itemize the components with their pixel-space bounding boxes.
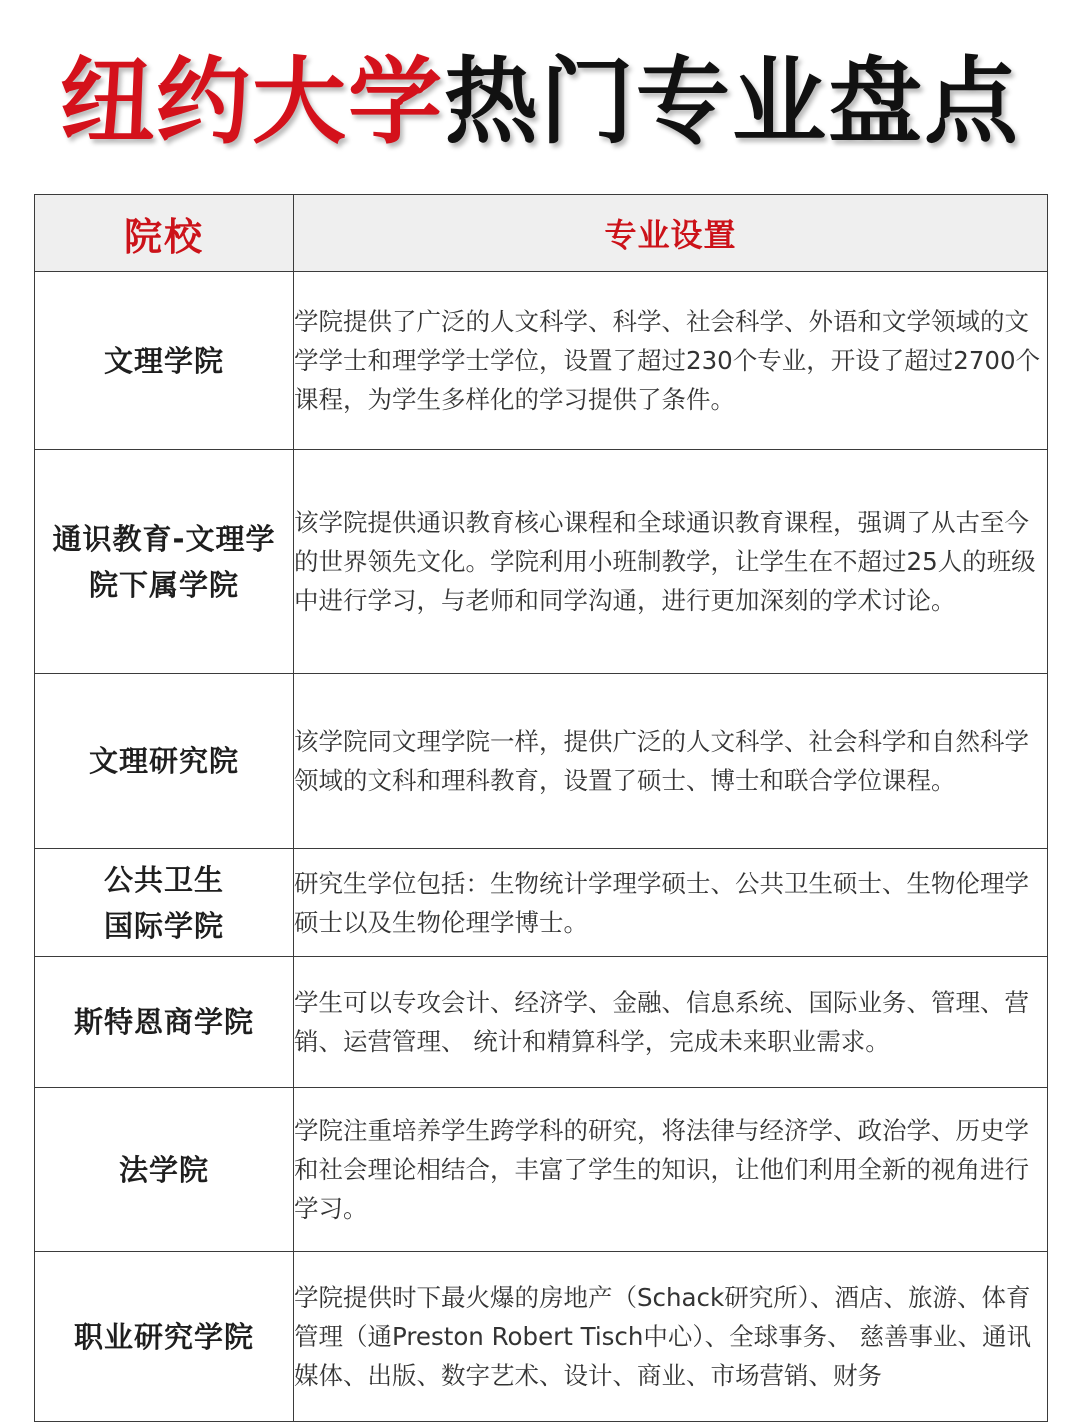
header-school: 院校 — [35, 195, 294, 272]
title-red-part: 纽约大学 — [59, 48, 444, 157]
school-description: 学生可以专攻会计、经济学、金融、信息系统、国际业务、管理、营销、运营管理、 统计和精算科学，完成未来职业需求。 — [294, 957, 1048, 1088]
school-name: 通识教育-文理学 院下属学院 — [35, 450, 294, 674]
table-row — [35, 957, 1048, 1088]
title-black-part: 热门专业盘点 — [444, 48, 1021, 157]
school-description: 学院注重培养学生跨学科的研究，将法律与经济学、政治学、历史学和社会理论相结合，丰富了学生的知识，让他们利用全新的视角进行学习。 — [294, 1088, 1048, 1252]
school-name: 职业研究学院 — [35, 1252, 294, 1422]
table-row — [35, 1252, 1048, 1422]
school-name: 法学院 — [35, 1088, 294, 1252]
school-description: 学院提供时下最火爆的房地产（Schack研究所）、酒店、旅游、体育管理（通Preston Robert Tisch中心）、全球事务、 慈善事业、通讯媒体、出版、数字艺术、设计、商业、市场营销、财务 — [294, 1252, 1048, 1422]
table-row — [35, 674, 1048, 849]
page-title — [0, 48, 1080, 158]
table-row — [35, 1088, 1048, 1252]
table-row — [35, 849, 1048, 957]
school-name: 文理研究院 — [35, 674, 294, 849]
table-row — [35, 272, 1048, 450]
school-name: 斯特恩商学院 — [35, 957, 294, 1088]
school-description: 该学院提供通识教育核心课程和全球通识教育课程，强调了从古至今的世界领先文化。学院利用小班制教学，让学生在不超过25人的班级中进行学习，与老师和同学沟通，进行更加深刻的学术讨论。 — [294, 450, 1048, 674]
header-majors: 专业设置 — [294, 195, 1048, 272]
table-row — [35, 450, 1048, 674]
majors-table — [34, 194, 1048, 1422]
school-description: 学院提供了广泛的人文科学、科学、社会科学、外语和文学领域的文学学士和理学学士学位，设置了超过230个专业，开设了超过2700个课程，为学生多样化的学习提供了条件。 — [294, 272, 1048, 450]
table-header-row — [35, 195, 1048, 272]
school-name: 公共卫生 国际学院 — [35, 849, 294, 957]
school-name: 文理学院 — [35, 272, 294, 450]
school-description: 研究生学位包括：生物统计学理学硕士、公共卫生硕士、生物伦理学硕士以及生物伦理学博士。 — [294, 849, 1048, 957]
school-description: 该学院同文理学院一样，提供广泛的人文科学、社会科学和自然科学领域的文科和理科教育，设置了硕士、博士和联合学位课程。 — [294, 674, 1048, 849]
